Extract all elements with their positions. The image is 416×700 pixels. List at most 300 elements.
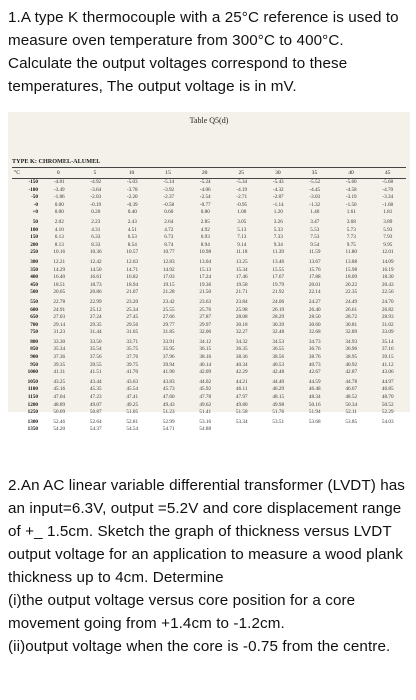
table-row xyxy=(12,386,406,394)
table-cell: 27.87 xyxy=(199,314,212,321)
table-cell: 35.14 xyxy=(381,338,394,345)
table-cell: 20.01 xyxy=(308,281,321,288)
table-cell: 26.61 xyxy=(345,306,358,313)
table-row-label: 400 xyxy=(30,274,38,281)
table-cell: 50.69 xyxy=(53,409,66,416)
table-cell: 6.13 xyxy=(54,234,64,241)
table-cell: 47.60 xyxy=(162,394,175,401)
table-cell: 18.51 xyxy=(53,281,66,288)
question-2-part-ii: (ii)output voltage when the core is -0.75 from the centre. xyxy=(8,638,391,655)
table-row-label: 700 xyxy=(30,321,38,328)
table-cell: 38.36 xyxy=(235,354,248,361)
table-cell: 47.41 xyxy=(126,394,139,401)
table-cell: -3.78 xyxy=(126,186,138,193)
table-cell: 11.59 xyxy=(309,249,321,256)
table-cell: 46.48 xyxy=(308,386,321,393)
table-header-cell: 40 xyxy=(348,170,354,176)
table-cell: -3.34 xyxy=(382,194,394,201)
table-row-label: 1000 xyxy=(27,369,38,376)
table-cell: 6.93 xyxy=(200,234,210,241)
table-cell: 48.34 xyxy=(308,394,321,401)
table-cell: 43.25 xyxy=(53,378,66,385)
table-row xyxy=(12,267,406,275)
table-cell: 41.70 xyxy=(126,369,139,376)
table-cell: 47.78 xyxy=(199,394,212,401)
table-row xyxy=(12,314,406,322)
table-cell: 24.91 xyxy=(53,306,66,313)
table-row-label: 50 xyxy=(32,218,38,225)
table-cell: 54.37 xyxy=(89,426,102,433)
table-cell: 41.51 xyxy=(89,369,102,376)
table-cell: 44.40 xyxy=(272,378,285,385)
table-cell: 23.84 xyxy=(235,298,248,305)
table-row-label: -150 xyxy=(28,179,38,185)
table-cell: 42.29 xyxy=(235,369,248,376)
table-cell: 31.44 xyxy=(89,329,102,336)
table-cell: 41.90 xyxy=(162,369,175,376)
table-row xyxy=(12,419,406,427)
table-row-label: 350 xyxy=(30,266,38,273)
table-cell: 2.23 xyxy=(91,218,101,225)
table-cell: -5.60 xyxy=(345,179,357,185)
table-cell: 3.26 xyxy=(273,218,283,225)
table-row-label: 950 xyxy=(30,361,38,368)
table-cell: 13.46 xyxy=(272,258,285,265)
table-cell: 43.83 xyxy=(162,378,175,385)
table-cell: 0.00 xyxy=(54,201,64,208)
table-row xyxy=(12,259,406,267)
table-cell: 19.58 xyxy=(235,281,248,288)
table-cell: 16.61 xyxy=(89,274,102,281)
table-cell: 20.65 xyxy=(53,289,66,296)
table-cell: 10.77 xyxy=(162,249,175,256)
table-cell: 7.33 xyxy=(273,234,283,241)
table-cell: 16.40 xyxy=(53,274,66,281)
table-cell: 4.10 xyxy=(54,226,64,233)
table-cell: -0.19 xyxy=(90,201,102,208)
table-cell: 46.11 xyxy=(236,386,248,393)
table-row-label: 300 xyxy=(30,258,38,265)
table-cell: 6.33 xyxy=(91,234,101,241)
table-cell: 37.76 xyxy=(126,354,139,361)
table-row xyxy=(12,282,406,290)
table-cell: 30.18 xyxy=(235,321,248,328)
table-cell: -4.92 xyxy=(90,179,102,185)
table-cell: 13.67 xyxy=(308,258,321,265)
table-row-label: -0 xyxy=(33,201,38,208)
table-row-label: 650 xyxy=(30,314,38,321)
table-cell: 50.87 xyxy=(89,409,102,416)
table-cell: 52.11 xyxy=(345,409,357,416)
table-cell: 2.02 xyxy=(54,218,64,225)
table-cell: 34.73 xyxy=(308,338,321,345)
table-cell: 49.07 xyxy=(89,401,102,408)
table-cell: 32.68 xyxy=(308,329,321,336)
table-cell: 0.40 xyxy=(127,209,137,216)
table-cell: 14.92 xyxy=(162,266,175,273)
table-cell: 47.04 xyxy=(53,394,66,401)
table-row xyxy=(12,369,406,377)
table-cell: 39.75 xyxy=(126,361,139,368)
table-header-cell: 35 xyxy=(311,170,318,176)
table-row-label: 150 xyxy=(30,234,38,241)
table-cell: 42.87 xyxy=(345,369,358,376)
table-cell: 42.48 xyxy=(272,369,285,376)
table-header-cell: 5 xyxy=(93,170,97,176)
table-cell: 5.73 xyxy=(346,226,356,233)
table-cell: 38.16 xyxy=(199,354,212,361)
table-cell: 5.33 xyxy=(273,226,283,233)
table-cell: 13.25 xyxy=(235,258,248,265)
table-cell: 34.93 xyxy=(345,338,358,345)
table-cell: 48.52 xyxy=(345,394,358,401)
table-row xyxy=(12,194,406,202)
table-row xyxy=(12,329,406,337)
table-body xyxy=(12,179,406,434)
table-row-label: 600 xyxy=(30,306,38,313)
table-cell: 29.77 xyxy=(162,321,175,328)
table-cell: 53.68 xyxy=(308,418,321,425)
table-cell: 28.08 xyxy=(235,314,248,321)
table-cell: 43.63 xyxy=(126,378,139,385)
table-cell: 26.40 xyxy=(308,306,321,313)
table-cell: 54.03 xyxy=(381,418,394,425)
table-cell: 29.97 xyxy=(199,321,212,328)
table-cell: 7.93 xyxy=(383,234,393,241)
table-cell: 24.49 xyxy=(345,298,358,305)
table-cell: 22.78 xyxy=(53,298,66,305)
table-cell: 2.43 xyxy=(127,218,137,225)
table-cell: 21.28 xyxy=(162,289,175,296)
table-cell: 24.27 xyxy=(308,298,321,305)
table-cell: 7.53 xyxy=(310,234,320,241)
table-cell: 40.34 xyxy=(235,361,248,368)
table-cell: 49.80 xyxy=(235,401,248,408)
table-cell: 35.34 xyxy=(53,346,66,353)
table-cell: 1.61 xyxy=(346,209,356,216)
table-cell: 52.29 xyxy=(381,409,394,416)
table-cell xyxy=(260,426,297,434)
table-cell: 13.04 xyxy=(199,258,212,265)
table-cell: 33.30 xyxy=(53,338,66,345)
table-row xyxy=(12,249,406,257)
table-cell: 9.34 xyxy=(273,241,283,248)
table-header-row xyxy=(12,167,406,179)
table-row-label: 100 xyxy=(30,226,38,233)
table-cell: 4.92 xyxy=(200,226,210,233)
table-cell: -1.86 xyxy=(53,194,65,201)
table-cell: 44.59 xyxy=(308,378,321,385)
table-cell: 15.13 xyxy=(199,266,212,273)
table-cell: 36.35 xyxy=(235,346,248,353)
table-cell: 49.98 xyxy=(272,401,285,408)
table-cell: 22.14 xyxy=(308,289,321,296)
table-cell: 14.50 xyxy=(89,266,102,273)
table-cell: 40.92 xyxy=(345,361,358,368)
table-row xyxy=(12,242,406,250)
table-row-label: +0 xyxy=(32,209,38,216)
table-cell: 11.18 xyxy=(236,249,248,256)
table-cell: 25.34 xyxy=(126,306,139,313)
table-cell: 7.13 xyxy=(237,234,247,241)
table-row xyxy=(12,379,406,387)
table-row-label: 1350 xyxy=(27,426,38,433)
table-row-label: 500 xyxy=(30,289,38,296)
table-row xyxy=(12,362,406,370)
table-row xyxy=(12,402,406,410)
question-1-text: 1.A type K thermocouple with a 25°C reference is used to measure oven temperature from 300°C to 400°C. Calculate the output voltages correspond to these temperatures, The output voltage is in mV. xyxy=(8,9,399,95)
table-cell: 17.24 xyxy=(199,274,212,281)
table-cell: 40.14 xyxy=(199,361,212,368)
table-cell: 30.39 xyxy=(272,321,285,328)
table-cell: 52.64 xyxy=(89,418,102,425)
table-header-cell: 10 xyxy=(128,170,135,176)
table-cell: 12.42 xyxy=(89,258,102,265)
table-header-cell: °C xyxy=(14,170,20,176)
table-cell: 36.55 xyxy=(272,346,285,353)
table-cell: 19.15 xyxy=(162,281,175,288)
table-cell: -0.77 xyxy=(199,201,211,208)
table-cell: 0.80 xyxy=(200,209,210,216)
table-row xyxy=(12,339,406,347)
table-cell: 12.83 xyxy=(162,258,175,265)
table-cell: 51.23 xyxy=(162,409,175,416)
table-row xyxy=(12,394,406,402)
table-cell: 27.03 xyxy=(53,314,66,321)
table-cell: 43.44 xyxy=(89,378,102,385)
table-cell: 51.41 xyxy=(199,409,212,416)
table-cell: 14.71 xyxy=(126,266,139,273)
table-cell: 49.43 xyxy=(162,401,175,408)
table-cell: 31.23 xyxy=(53,329,66,336)
table-row xyxy=(12,234,406,242)
table-cell: 44.78 xyxy=(345,378,358,385)
table-cell: 10.16 xyxy=(53,249,66,256)
table-title: Table Q5(d) xyxy=(189,116,229,125)
table-cell: -2.20 xyxy=(126,194,138,201)
table-header-cell: 20 xyxy=(201,170,208,176)
table-cell: 29.14 xyxy=(53,321,66,328)
table-cell: -3.03 xyxy=(309,194,321,201)
table-cell: 0.20 xyxy=(91,209,101,216)
table-cell: -5.03 xyxy=(126,179,138,185)
table-cell: 8.54 xyxy=(127,241,137,248)
table-cell: 36.96 xyxy=(345,346,358,353)
table-cell: 25.12 xyxy=(89,306,102,313)
table-cell: 48.15 xyxy=(272,394,285,401)
table-cell: -1.68 xyxy=(382,201,394,208)
table-cell: 3.89 xyxy=(383,218,393,225)
table-cell: 4.51 xyxy=(127,226,137,233)
table-cell: 34.53 xyxy=(272,338,285,345)
table-cell: 38.76 xyxy=(308,354,321,361)
table-cell: 24.70 xyxy=(381,298,394,305)
table-cell: -4.06 xyxy=(199,186,211,193)
table-row-label: 1100 xyxy=(27,386,38,393)
table-cell: -5.34 xyxy=(236,179,248,185)
table-cell: 2.64 xyxy=(164,218,174,225)
table-cell: -5.24 xyxy=(199,179,211,185)
table-row xyxy=(12,289,406,297)
question-2-part-i: (i)the output voltage versus core position for a core movement going from +1.4cm to -1.2cm. xyxy=(8,592,356,632)
table-cell: 6.53 xyxy=(127,234,137,241)
table-cell: 24.06 xyxy=(272,298,285,305)
table-cell: -5.43 xyxy=(272,179,284,185)
table-cell: 33.50 xyxy=(89,338,102,345)
table-cell: 1.20 xyxy=(273,209,283,216)
table-row-label: 900 xyxy=(30,354,38,361)
table-cell: 12.01 xyxy=(381,249,394,256)
table-cell: 8.94 xyxy=(200,241,210,248)
table-cell: -5.52 xyxy=(309,179,321,185)
table-cell: 40.53 xyxy=(272,361,285,368)
table-cell: 3.47 xyxy=(310,218,320,225)
table-cell: 37.16 xyxy=(381,346,394,353)
table-cell: 39.35 xyxy=(53,361,66,368)
table-cell: -4.81 xyxy=(53,179,65,185)
table-cell: 50.52 xyxy=(381,401,394,408)
table-cell: 53.51 xyxy=(272,418,285,425)
table-row-label: -50 xyxy=(31,194,38,201)
table-row xyxy=(12,354,406,362)
table-cell: 7.73 xyxy=(346,234,356,241)
table-cell: 11.80 xyxy=(345,249,357,256)
table-row xyxy=(12,209,406,217)
table-cell: 53.85 xyxy=(345,418,358,425)
table-cell: 54.20 xyxy=(53,426,66,433)
table-cell: 52.99 xyxy=(162,418,175,425)
table-cell: 17.46 xyxy=(235,274,248,281)
table-row xyxy=(12,179,406,187)
table-cell: 35.95 xyxy=(162,346,175,353)
table-cell: 30.81 xyxy=(345,321,358,328)
table-cell: 32.27 xyxy=(235,329,248,336)
table-cell: 34.32 xyxy=(235,338,248,345)
table-row xyxy=(12,409,406,417)
table-cell: 53.34 xyxy=(235,418,248,425)
table-cell: 2.85 xyxy=(200,218,210,225)
table-cell: 45.73 xyxy=(162,386,175,393)
table-cell: 16.82 xyxy=(126,274,139,281)
table-cell: 45.35 xyxy=(89,386,102,393)
table-cell: 28.72 xyxy=(345,314,358,321)
table-cell: 23.42 xyxy=(162,298,175,305)
table-cell: 42.09 xyxy=(199,369,212,376)
table-cell: 36.15 xyxy=(199,346,212,353)
table-cell: 29.56 xyxy=(126,321,139,328)
table-cell: 47.97 xyxy=(235,394,248,401)
table-cell: 32.48 xyxy=(272,329,285,336)
table-cell: 4.31 xyxy=(91,226,101,233)
table-cell: 4.72 xyxy=(164,226,174,233)
table-row xyxy=(12,307,406,315)
table-cell: -5.14 xyxy=(163,179,175,185)
table-cell: 18.73 xyxy=(89,281,102,288)
table-cell: 52.81 xyxy=(126,418,139,425)
table-cell: 23.63 xyxy=(199,298,212,305)
table-cell: -1.32 xyxy=(309,201,321,208)
table-row xyxy=(12,187,406,195)
table-cell: -4.19 xyxy=(236,186,248,193)
table-cell: 21.71 xyxy=(235,289,248,296)
table-cell: 8.13 xyxy=(54,241,64,248)
table-cell: 22.56 xyxy=(381,289,394,296)
table-cell: 9.95 xyxy=(383,241,393,248)
table-cell: 44.02 xyxy=(199,378,212,385)
table-cell: 20.43 xyxy=(381,281,394,288)
table-cell: 5.93 xyxy=(383,226,393,233)
table-header-cell: 45 xyxy=(384,170,391,176)
table-cell: -4.58 xyxy=(345,186,357,193)
table-cell: 52.46 xyxy=(53,418,66,425)
table-row xyxy=(12,219,406,227)
table-cell: 54.88 xyxy=(199,426,212,433)
table-cell: -3.49 xyxy=(53,186,65,193)
table-cell: 32.06 xyxy=(199,329,212,336)
table-cell: 51.05 xyxy=(126,409,139,416)
table-cell: 15.76 xyxy=(308,266,321,273)
table-row xyxy=(12,426,406,434)
table-cell: -4.45 xyxy=(309,186,321,193)
table-cell: 0.00 xyxy=(54,209,64,216)
table-cell: 33.71 xyxy=(126,338,139,345)
table-cell: 49.62 xyxy=(199,401,212,408)
table-cell: 17.67 xyxy=(272,274,285,281)
table-row-label: -100 xyxy=(28,186,38,193)
table-cell: 51.94 xyxy=(308,409,321,416)
table-cell: 51.58 xyxy=(235,409,248,416)
table-cell: 15.55 xyxy=(272,266,285,273)
table-cell: 44.21 xyxy=(235,378,248,385)
table-cell: 22.99 xyxy=(89,298,102,305)
table-cell xyxy=(297,426,334,434)
table-cell: 10.36 xyxy=(89,249,102,256)
table-cell: 10.57 xyxy=(126,249,139,256)
table-cell: 28.50 xyxy=(308,314,321,321)
table-cell: 12.63 xyxy=(126,258,139,265)
table-cell: 25.76 xyxy=(199,306,212,313)
table-cell: 32.89 xyxy=(345,329,358,336)
table-row-label: 850 xyxy=(30,346,38,353)
table-cell: 31.02 xyxy=(381,321,394,328)
table-cell xyxy=(370,426,407,434)
table-cell: 26.19 xyxy=(272,306,285,313)
table-cell: 5.13 xyxy=(237,226,247,233)
table-cell: 30.60 xyxy=(308,321,321,328)
table-cell: 47.23 xyxy=(89,394,102,401)
table-cell: 28.29 xyxy=(272,314,285,321)
table-cell: 48.70 xyxy=(381,394,394,401)
table-cell: 45.54 xyxy=(126,386,139,393)
table-cell: 53.16 xyxy=(199,418,212,425)
table-cell: 54.71 xyxy=(162,426,175,433)
table-row-label: 800 xyxy=(30,338,38,345)
table-cell: 33.91 xyxy=(162,338,175,345)
question-2-intro: 2.An AC linear variable differential transformer (LVDT) has an input=6.3V, output =5.2V and core displacement range of +_ 1.5cm. Sketch the graph of thickness versus LVDT output voltage for an application to measure a wood plank thickness up to 4cm. Determine xyxy=(8,477,406,586)
table-cell: 51.76 xyxy=(272,409,285,416)
table-cell: 8.74 xyxy=(164,241,174,248)
table-cell: 39.55 xyxy=(89,361,102,368)
table-cell: 42.67 xyxy=(308,369,321,376)
table-row xyxy=(12,346,406,354)
table-cell: -5.68 xyxy=(382,179,394,185)
table-cell: 27.66 xyxy=(162,314,175,321)
table-cell: 50.34 xyxy=(345,401,358,408)
table-cell: 41.12 xyxy=(381,361,394,368)
table-cell: -0.39 xyxy=(126,201,138,208)
table-row-label: 1050 xyxy=(27,378,38,385)
table-cell: 17.88 xyxy=(308,274,321,281)
